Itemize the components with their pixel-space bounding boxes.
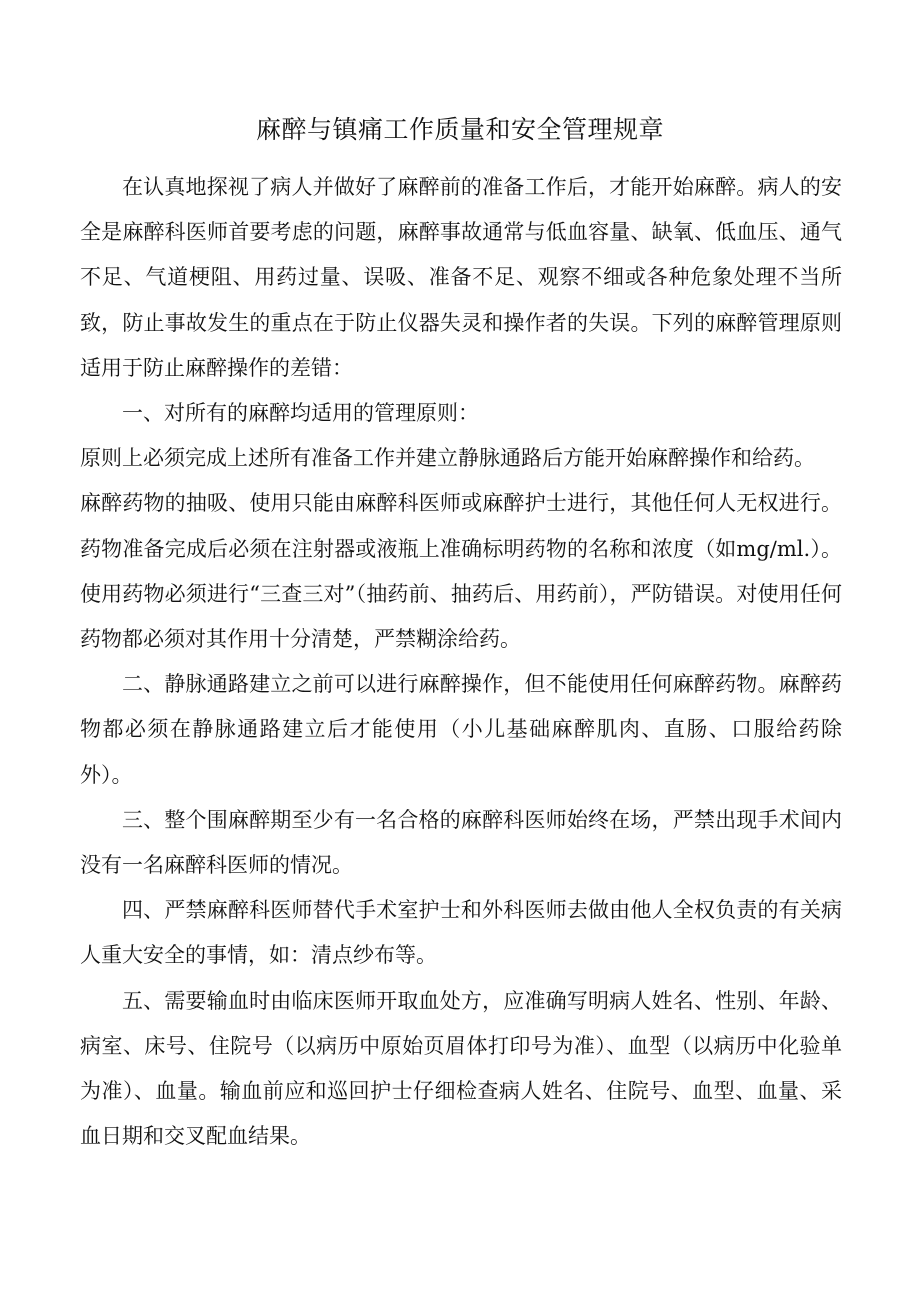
paragraph-rule-1b: 麻醉药物的抽吸、使用只能由麻醉科医师或麻醉护士进行，其他任何人无权进行。药物准备完成后必须在注射器或液瓶上准确标明药物的名称和浓度（如mg∕ml.）。使用药物必须进行“三查三对”（抽药前、抽药后、用药前），严防错误。对使用任何药物都必须对其作用十分清楚，严禁糊涂给药。	[80, 491, 842, 652]
document-title: 麻醉与镇痛工作质量和安全管理规章	[255, 115, 664, 144]
paragraph-section-5: 五、需要输血时由临床医师开取血处方，应准确写明病人姓名、性别、年龄、病室、床号、住院号（以病历中原始页眉体打印号为准）、血型（以病历中化验单为准）、血量。输血前应和巡回护士仔细检查病人姓名、住院号、血型、血量、采血日期和交叉配血结果。	[80, 988, 842, 1149]
document-body	[80, 165, 842, 1159]
paragraph-section-1-heading: 一、对所有的麻醉均适用的管理原则：	[122, 401, 479, 426]
paragraph-intro: 在认真地探视了病人并做好了麻醉前的准备工作后，才能开始麻醉。病人的安全是麻醉科医师首要考虑的问题，麻醉事故通常与低血容量、缺氧、低血压、通气不足、气道梗阻、用药过量、误吸、准备不足、观察不细或各种危象处理不当所致，防止事故发生的重点在于防止仪器失灵和操作者的失误。下列的麻醉管理原则适用于防止麻醉操作的差错：	[80, 175, 842, 380]
paragraph-section-3: 三、整个围麻醉期至少有一名合格的麻醉科医师始终在场，严禁出现手术间内没有一名麻醉科医师的情况。	[80, 807, 842, 878]
paragraph-section-2: 二、静脉通路建立之前可以进行麻醉操作，但不能使用任何麻醉药物。麻醉药物都必须在静脉通路建立后才能使用（小儿基础麻醉肌肉、直肠、口服给药除外）。	[80, 672, 842, 787]
paragraph-section-4: 四、严禁麻醉科医师替代手术室护士和外科医师去做由他人全权负责的有关病人重大安全的事情，如：清点纱布等。	[80, 898, 842, 968]
paragraph-rule-1a: 原则上必须完成上述所有准备工作并建立静脉通路后方能开始麻醉操作和给药。	[80, 446, 815, 471]
